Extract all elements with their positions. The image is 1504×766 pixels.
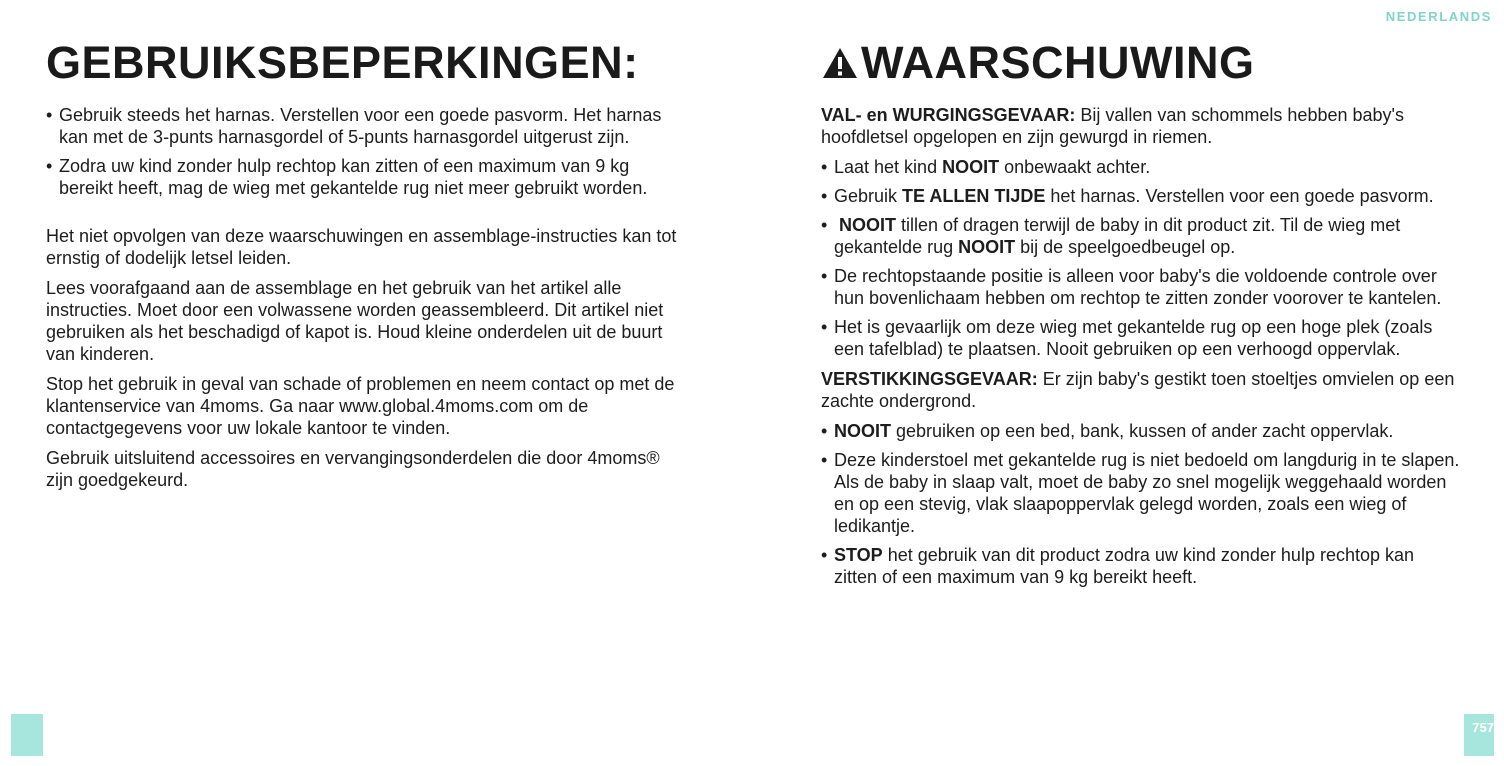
item-text: het harnas. Verstellen voor een goede pasvorm.	[1045, 186, 1434, 206]
warning-triangle-icon	[821, 38, 859, 72]
list-item: • Het is gevaarlijk om deze wieg met gekantelde rug op een hoge plek (zoals een tafelblad) te plaatsen. Nooit gebruiken op een verhoogd oppervlak.	[821, 316, 1461, 360]
paragraph-consequences: Het niet opvolgen van deze waarschuwingen en assemblage-instructies kan tot ernstig of dodelijk letsel leiden.	[46, 226, 677, 268]
list-item: • De rechtopstaande positie is alleen voor baby's die voldoende controle over hun bovenlichaam hebben om rechtop te zitten zonder voorover te kantelen.	[821, 265, 1461, 309]
list-item: • Zodra uw kind zonder hulp rechtop kan zitten of een maximum van 9 kg bereikt heeft, mag de wieg met gekantelde rug niet meer gebruikt worden.	[46, 155, 686, 199]
item-text: Laat het kind	[834, 157, 943, 177]
warning-section	[821, 36, 1461, 596]
paragraph-accessories: Gebruik uitsluitend accessoires en vervangingsonderdelen die door 4moms® zijn goedgekeurd.	[46, 448, 660, 490]
item-text: gebruiken op een bed, bank, kussen of ander zacht oppervlak.	[891, 421, 1394, 441]
suffocation-hazard-text: Er zijn baby's gestikt toen stoeltjes omvielen op een zachte ondergrond.	[821, 369, 1455, 411]
usage-limitations-section	[46, 36, 686, 499]
warning-title-text: WAARSCHUWING	[861, 37, 1255, 88]
item-emphasis: STOP	[834, 545, 883, 565]
list-item: • Gebruik steeds het harnas. Verstellen voor een goede pasvorm. Het harnas kan met de 3-punts harnasgordel of 5-punts harnasgordel uitgerust zijn.	[46, 104, 686, 148]
fall-hazard-list	[821, 156, 1461, 360]
suffocation-hazard-list	[821, 420, 1461, 588]
item-emphasis: NOOIT	[839, 215, 897, 235]
usage-limitations-title: GEBRUIKSBEPERKINGEN:	[46, 37, 639, 88]
page-number-tab	[1464, 714, 1494, 756]
paragraph-contact: Stop het gebruik in geval van schade of problemen en neem contact op met de klantenservice van 4moms. Ga naar www.global.4moms.com om de contactgegevens voor uw lokale kantoor te vinden.	[46, 374, 675, 438]
item-text: bij de speelgoedbeugel op.	[1015, 237, 1236, 257]
fall-hazard-paragraph	[821, 104, 1461, 148]
list-item	[821, 544, 1461, 588]
list-item	[821, 156, 1461, 178]
item-text: onbewaakt achter.	[999, 157, 1151, 177]
paragraph-assembly: Lees voorafgaand aan de assemblage en het gebruik van het artikel alle instructies. Moet door een volwassene worden geassembleerd. Dit artikel niet gebruiken als het beschadigd of kapot is. Houd kleine onderdelen uit de buurt van kinderen.	[46, 278, 664, 364]
usage-limitations-list	[46, 104, 686, 199]
item-text: het gebruik van dit product zodra uw kind zonder hulp rechtop kan zitten of een maximum van 9 kg bereikt heeft.	[834, 545, 1415, 587]
item-text: tillen of dragen terwijl de baby in dit product zit. Til de wieg met gekantelde rug	[834, 215, 1401, 257]
list-item	[821, 420, 1461, 442]
fall-hazard-text: Bij vallen van schommels hebben baby's hoofdletsel opgelopen en zijn gewurgd in riemen.	[821, 105, 1404, 147]
list-item	[821, 214, 1461, 258]
list-item	[821, 185, 1461, 207]
item-emphasis: NOOIT	[942, 157, 1000, 177]
item-emphasis: NOOIT	[834, 421, 891, 441]
fall-hazard-label: VAL- en WURGINGSGEVAAR:	[821, 105, 1076, 125]
left-page-tab	[11, 714, 43, 756]
suffocation-hazard-label: VERSTIKKINGSGEVAAR:	[821, 369, 1038, 389]
page-number: 757	[1472, 720, 1494, 735]
language-label: NEDERLANDS	[1385, 9, 1492, 24]
suffocation-hazard-paragraph	[821, 368, 1461, 412]
list-item: • Deze kinderstoel met gekantelde rug is niet bedoeld om langdurig in te slapen. Als de baby in slaap valt, moet de baby zo snel mogelijk weggehaald worden en op een stevig, vlak slaapoppervlak gelegd worden, zoals een wieg of ledikantje.	[821, 449, 1461, 537]
item-text: Gebruik	[834, 186, 903, 206]
item-emphasis: TE ALLEN TIJDE	[902, 186, 1046, 206]
item-emphasis: NOOIT	[958, 237, 1016, 257]
warning-title	[821, 36, 1461, 90]
